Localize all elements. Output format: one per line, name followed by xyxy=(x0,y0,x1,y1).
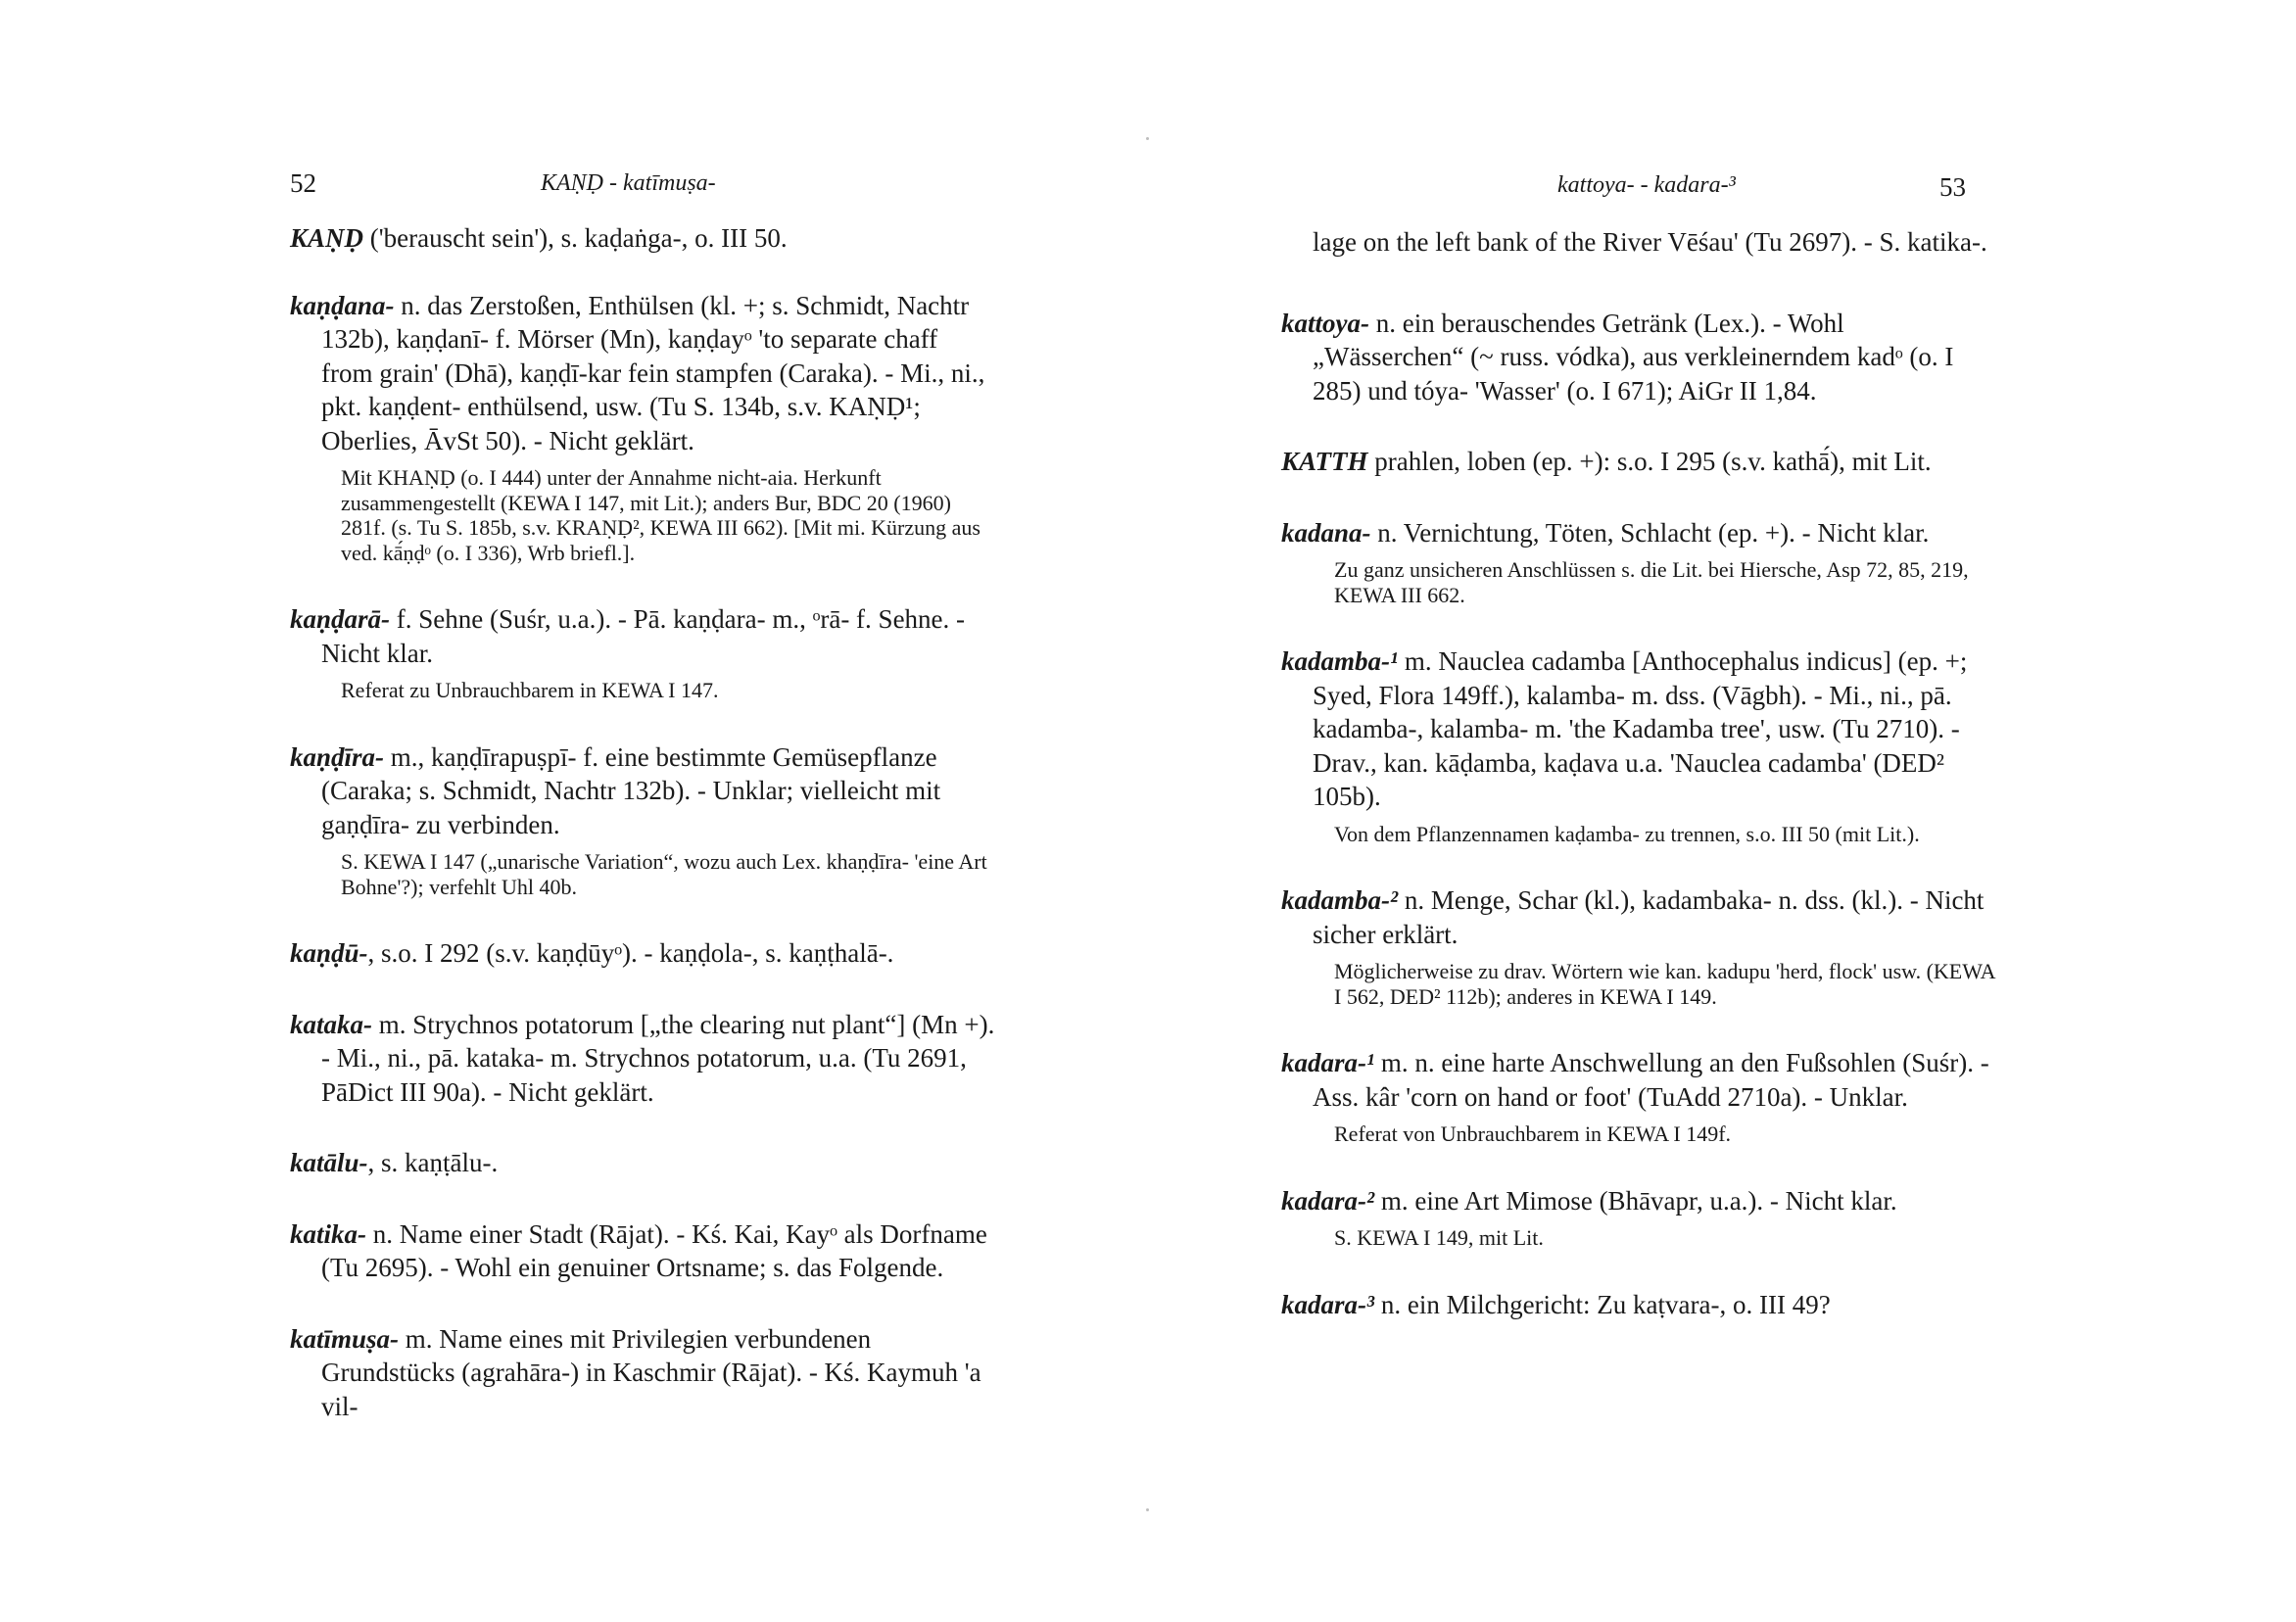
dictionary-entry xyxy=(290,936,995,971)
entry-text: m. Nauclea cadamba [Anthocephalus indicus] (ep. +; Syed, Flora 149ff.), kalamba- m. dss. (Vāgbh). - Mi., ni., pā. kadamba-, kalamba- m. 'the Kadamba tree', usw. (Tu 2710). - Drav., kan. kāḍamba, kaḍava u.a. 'Nauclea cadamba' (DED² 105b). xyxy=(1313,646,1968,811)
entry-text: f. Sehne (Suśr, u.a.). - Pā. kaṇḍara- m., ᵒrā- f. Sehne. - Nicht klar. xyxy=(321,604,966,668)
right-page xyxy=(1148,0,2296,1622)
entry-lemma: kaṇḍarā- xyxy=(290,604,391,634)
gutter-mark xyxy=(1146,1508,1149,1511)
entry-lemma: kaṇḍīra- xyxy=(290,741,385,772)
dictionary-entry xyxy=(290,1217,995,1285)
entry-lemma: katīmuṣa- xyxy=(290,1323,400,1354)
entry-text: m. n. eine harte Anschwellung an den Fußsohlen (Suśr). - Ass. kâr 'corn on hand or foot' (TuAdd 2710a). - Unklar. xyxy=(1313,1048,1989,1112)
entry-lemma: kaṇḍū- xyxy=(290,938,368,968)
entry-lemma: kadamba-¹ xyxy=(1281,646,1399,676)
right-column xyxy=(1281,225,1996,1359)
entry-lemma: KATTH xyxy=(1281,447,1368,476)
dictionary-entry xyxy=(1281,1184,1996,1251)
entry-text: m. eine Art Mimose (Bhāvapr, u.a.). - Nicht klar. xyxy=(1374,1185,1897,1216)
page-number-right: 53 xyxy=(1939,172,1966,202)
entry-note: S. KEWA I 147 („unarische Variation“, wozu auch Lex. khaṇḍīra- 'eine Art Bohne'?); verfehlt Uhl 40b. xyxy=(341,849,987,899)
entry-note: Referat von Unbrauchbarem in KEWA I 149f. xyxy=(1334,1121,1732,1146)
dictionary-entry xyxy=(290,740,995,900)
entry-text: n. Vernichtung, Töten, Schlacht (ep. +). - Nicht klar. xyxy=(1370,517,1930,548)
entry-note: Möglicherweise zu drav. Wörtern wie kan. kadupu 'herd, flock' usw. (KEWA I 562, DED² 112b); anderes in KEWA I 149. xyxy=(1334,959,1995,1009)
entry-lemma: kadara-³ xyxy=(1281,1289,1375,1319)
entry-text: n. ein berauschendes Getränk (Lex.). - Wohl „Wässerchen“ (~ russ. vódka), aus verkleinerndem kadᵒ (o. I 285) und tóya- 'Wasser' (o. I 671); AiGr II 1,84. xyxy=(1313,308,1954,406)
dictionary-entry xyxy=(290,1322,995,1424)
entry-lemma: kadamba-² xyxy=(1281,885,1399,915)
dictionary-entry xyxy=(1281,445,1996,479)
entry-note: Von dem Pflanzennamen kaḍamba- zu trennen, s.o. III 50 (mit Lit.). xyxy=(1334,821,1920,846)
entry-text: , s. kaṇṭālu-. xyxy=(367,1148,499,1177)
entry-note: Mit KHAṆḌ (o. I 444) unter der Annahme nicht-aia. Herkunft zusammengestellt (KEWA I 147, mit Lit.); anders Bur, BDC 20 (1960) 281f. (s. Tu S. 185b, s.v. KRAṆḌ², KEWA III 662). [Mit mi. Kürzung aus ved. kā́ṇḍᵒ (o. I 336), Wrb briefl.]. xyxy=(341,465,981,565)
entry-text: m. Name eines mit Privilegien verbundenen Grundstücks (agrahāra-) in Kaschmir (Rājat). - Kś. Kaymuh 'a vil- xyxy=(321,1323,981,1421)
dictionary-entry xyxy=(1281,516,1996,608)
running-head-right: kattoya- - kadara-³ xyxy=(1557,172,1736,198)
entry-lemma: kattoya- xyxy=(1281,308,1369,338)
entry-lemma: kataka- xyxy=(290,1009,372,1039)
dictionary-entry xyxy=(1281,307,1996,408)
gutter-mark xyxy=(1146,137,1149,140)
dictionary-entry xyxy=(290,221,995,256)
entry-text: prahlen, loben (ep. +): s.o. I 295 (s.v. kathā́), mit Lit. xyxy=(1367,447,1932,476)
entry-text: ('berauscht sein'), s. kaḍaṅga-, o. III 50. xyxy=(363,223,788,253)
dictionary-entry xyxy=(290,289,995,566)
entry-note: S. KEWA I 149, mit Lit. xyxy=(1334,1225,1544,1250)
entry-text: n. Name einer Stadt (Rājat). - Kś. Kai, Kayᵒ als Dorfname (Tu 2695). - Wohl ein genuiner Ortsname; s. das Folgende. xyxy=(321,1218,987,1282)
entry-lemma: kaṇḍana- xyxy=(290,290,395,320)
dictionary-entry xyxy=(1281,1288,1996,1322)
dictionary-entry xyxy=(1281,883,1996,1009)
entry-text: n. ein Milchgericht: Zu kaṭvara-, o. III 49? xyxy=(1374,1289,1831,1319)
entry-text: , s.o. I 292 (s.v. kaṇḍūyᵒ). - kaṇḍola-, s. kaṇṭhalā-. xyxy=(367,938,894,968)
entry-text: n. Menge, Schar (kl.), kadambaka- n. dss. (kl.). - Nicht sicher erklärt. xyxy=(1313,885,1985,949)
entry-lemma: kadara-¹ xyxy=(1281,1048,1375,1077)
entry-lemma: katika- xyxy=(290,1218,366,1249)
entry-text: m., kaṇḍīrapuṣpī- f. eine bestimmte Gemüsepflanze (Caraka; s. Schmidt, Nachtr 132b). - Unklar; vielleicht mit gaṇḍīra- zu verbinden. xyxy=(321,741,941,839)
entry-note: Zu ganz unsicheren Anschlüssen s. die Lit. bei Hiersche, Asp 72, 85, 219, KEWA III 662. xyxy=(1334,557,1969,607)
running-head-left: KAṆḌ - katīmuṣa- xyxy=(541,170,716,196)
entry-lemma: KAṆḌ xyxy=(290,223,364,253)
dictionary-entry xyxy=(1281,1046,1996,1147)
page-number-left: 52 xyxy=(290,168,316,198)
entry-lemma: katālu- xyxy=(290,1148,368,1177)
entry-note: Referat zu Unbrauchbarem in KEWA I 147. xyxy=(341,678,719,702)
entry-lemma: kadana- xyxy=(1281,517,1371,548)
entry-lemma: kadara-² xyxy=(1281,1185,1375,1216)
continuation-text: lage on the left bank of the River Vēśau' (Tu 2697). - S. katika-. xyxy=(1313,227,1987,257)
entry-text: m. Strychnos potatorum [„the clearing nut plant“] (Mn +). - Mi., ni., pā. kataka- m. Strychnos potatorum, u.a. (Tu 2691, PāDict III 90a). - Nicht geklärt. xyxy=(321,1009,995,1107)
dictionary-entry xyxy=(290,1008,995,1110)
dictionary-entry xyxy=(290,602,995,703)
dictionary-entry xyxy=(290,1146,995,1180)
dictionary-entry xyxy=(1281,644,1996,846)
left-column xyxy=(290,221,995,1460)
entry-text: n. das Zerstoßen, Enthülsen (kl. +; s. Schmidt, Nachtr 132b), kaṇḍanī- f. Mörser (Mn), kaṇḍayᵒ 'to separate chaff from grain' (Dhā), kaṇḍī-kar fein stampfen (Caraka). - Mi., ni., pkt. kaṇḍent- enthülsend, usw. (Tu S. 134b, s.v. KAṆḌ¹; Oberlies, ĀvSt 50). - Nicht geklärt. xyxy=(321,290,985,455)
